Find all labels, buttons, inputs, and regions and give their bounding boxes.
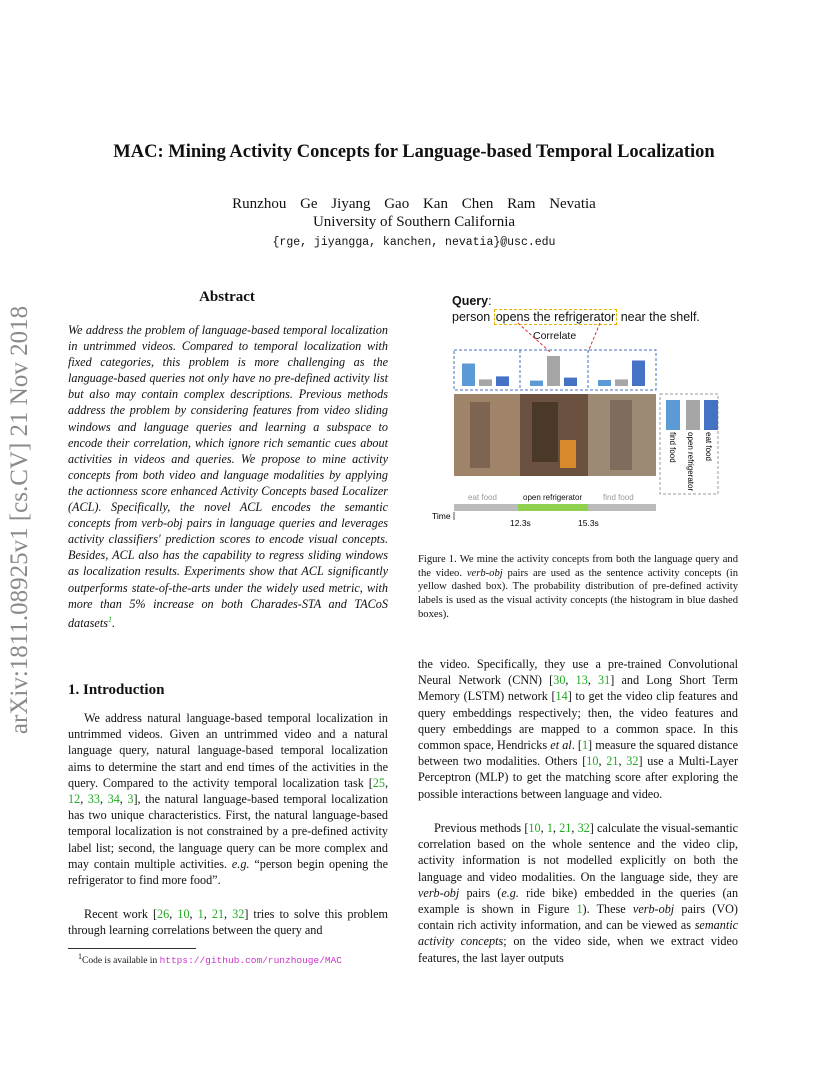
footnote-mark: 1 <box>78 952 82 961</box>
right-paragraph-1: the video. Specifically, they use a pre-trained Convolutional Neural Network (CNN) [30, 13, 31] and Long Short Term Memory (LSTM) network [14] to get the video clip features and query embeddings respectively; then, the video features and query embeddings are mapped to a common space. In this common space, Hendricks et al. [1] measure the squared distance between two modalities. Others [10, 21, 32] use a Multi-Layer Perceptron (MLP) to get the matching score after exploring the possible interactions between language and video. <box>418 657 739 801</box>
histogram-bar <box>479 379 492 386</box>
citation[interactable]: 25 <box>372 775 385 790</box>
legend-open-refrigerator: open refrigerator <box>686 432 695 492</box>
intro-paragraph-1: We address natural language-based temporal localization in untrimmed videos. Given an untrimmed video and a natural language query, natural language-based temporal localization aims to determine the start and end times of the activities in the query. Compared to the activity temporal localization task [25, 12, 33, 34, 3], the natural language-based temporal localization has two unique characteristics. First, the natural language-based temporal localization is not constrained by a pre-defined activity label list; second, the language query can be more complex and may contain multiple activities. e.g. “person begin opening the refrigerator to find more food”. <box>68 711 389 888</box>
figure-1 <box>420 290 740 535</box>
citation[interactable]: 1 <box>581 738 589 753</box>
citation[interactable]: 33 <box>87 792 100 807</box>
query-highlight: opens the refrigerator <box>495 310 616 324</box>
citation[interactable]: 13 <box>575 673 588 688</box>
intro-paragraph-2: Recent work [26, 10, 1, 21, 32] tries to solve this problem through learning correlations between the query and <box>68 907 389 938</box>
abstract-text: We address the problem of language-based temporal localization in untrimmed videos. Compared to temporal localization with fixed categories, this problem is more challenging as the language-based queries not only have no pre-defined activity list but also may contain complex descriptions. Previous methods address the problem by considering features from video sliding windows and language queries and learning a subspace to encode their correlation, which ignore rich semantic cues about activities in videos and queries. We propose to mine activity concepts from both video and language modalities by applying the actionness score enhanced Activity Concepts based Localizer (ACL). Specifically, the novel ACL encodes the semantic concepts from verb-obj pairs in language queries and leverages activity classifiers' prediction scores to encode visual concepts. Besides, ACL also has the capability to regress sliding windows as localization results. Experiments show that ACL significantly outperforms state-of-the-arts under the widely used metric, with more than 5% increase on both Charades-STA and TACoS datasets <box>68 323 388 630</box>
histogram-bar <box>615 379 628 386</box>
legend-find-food: find food <box>668 432 677 463</box>
histogram-bar <box>598 380 611 386</box>
citation[interactable]: 10 <box>177 907 190 921</box>
histogram-bar <box>530 381 543 386</box>
abstract-end: . <box>111 615 115 630</box>
histogram-bar <box>564 378 577 386</box>
text: ] tries to solve this problem through learning correlations between the query and <box>68 907 389 938</box>
citation[interactable]: 32 <box>232 907 245 921</box>
arxiv-id: arXiv:1811.08925v1 [cs.CV] 21 Nov 2018 <box>6 305 33 735</box>
figure-ref[interactable]: 1 <box>576 902 583 917</box>
query-sentence: person opens the refrigerator near the shelf. <box>452 310 700 324</box>
abstract-heading: Abstract <box>199 289 255 305</box>
citation[interactable]: 10 <box>528 821 541 835</box>
citation[interactable]: 21 <box>606 754 619 769</box>
citation[interactable]: 1 <box>546 821 553 835</box>
legend-eat-food: eat food <box>704 432 713 461</box>
time-label: Time <box>432 511 451 521</box>
footnote-ref[interactable]: 1 <box>107 614 112 624</box>
text: “person begin opening the refrigerator to find more food”. <box>68 856 388 888</box>
histogram-bar <box>462 364 475 387</box>
citation[interactable]: 12 <box>68 792 81 807</box>
citation[interactable]: 21 <box>559 821 572 835</box>
footnote-link[interactable]: https://github.com/runzhouge/MAC <box>159 955 343 967</box>
footnote <box>78 952 342 966</box>
citation[interactable]: 21 <box>211 907 225 921</box>
section-heading: 1. Introduction <box>68 682 165 698</box>
citation[interactable]: 26 <box>157 907 170 921</box>
citation[interactable]: 30 <box>553 673 566 688</box>
right-paragraph-2: Previous methods [10, 1, 21, 32] calculate the visual-semantic correlation based on the whole sentence and the video clip, activity information is not modelled explicitly on both the language and video modalities. On the language side, they are verb-obj pairs (e.g. ride bike) embedded in the queries (an example is shown in Figure 1). These verb-obj pairs (VO) contain rich activity information, and can be viewed as semantic activity concepts; on the video side, when we extract video features, the last layer outputs <box>418 821 739 965</box>
figure-caption: Figure 1. We mine the activity concepts from both the language query and the video. verb-obj pairs are used as the sentence activity concepts (in yellow dashed box). The probability distribution of pre-defined activity labels is used as the visual activity concepts (the histogram in blue dashed boxes). <box>418 554 739 620</box>
citation[interactable]: 3 <box>127 792 134 807</box>
citation[interactable]: 14 <box>555 689 568 704</box>
citation[interactable]: 32 <box>626 754 639 769</box>
citation[interactable]: 1 <box>197 907 204 921</box>
abstract-body <box>68 322 388 631</box>
footnote-text: Code is available in <box>82 956 158 967</box>
text: We address natural language-based temporal localization in untrimmed videos. Given an untrimmed video and a natural language query, natural language-based temporal localization aims to determine the start and end times of the activities in the query. Compared to the activity temporal localization task [ <box>68 711 388 790</box>
time-start: 12.3s <box>510 518 531 528</box>
timeline-label-open-refrigerator: open refrigerator <box>523 493 583 502</box>
timeline-label-find-food: find food <box>603 493 634 502</box>
figure-graphic <box>420 290 740 535</box>
time-end: 15.3s <box>578 518 599 528</box>
text: Recent work [ <box>84 907 158 921</box>
citation[interactable]: 34 <box>107 792 120 807</box>
correlate-label: Correlate <box>533 330 577 342</box>
histogram-bar <box>496 376 509 386</box>
text: ], the natural language-based temporal localization has two unique characteristics. First, the natural language-based temporal localization is not constrained by a pre-defined activity label list; second, the language query can be more complex and may contain multiple activities. <box>68 792 389 871</box>
paper-title: MAC: Mining Activity Concepts for Language-based Temporal Localization <box>113 142 715 162</box>
footnote-rule <box>68 948 196 949</box>
text-italic: e.g. <box>231 856 250 871</box>
citation[interactable]: 32 <box>577 821 590 835</box>
query-label: Query: <box>452 294 492 308</box>
citation[interactable]: 31 <box>598 673 611 688</box>
histogram-bar <box>547 356 560 386</box>
timeline-label-eat-food: eat food <box>468 493 497 502</box>
author-list: Runzhou Ge Jiyang Gao Kan Chen Ram Nevatia <box>232 196 596 212</box>
affiliation: University of Southern California <box>312 214 516 230</box>
citation[interactable]: 10 <box>586 754 599 769</box>
histogram-bar <box>632 361 645 387</box>
author-emails: {rge, jiyangga, kanchen, nevatia}@usc.edu <box>272 236 556 249</box>
